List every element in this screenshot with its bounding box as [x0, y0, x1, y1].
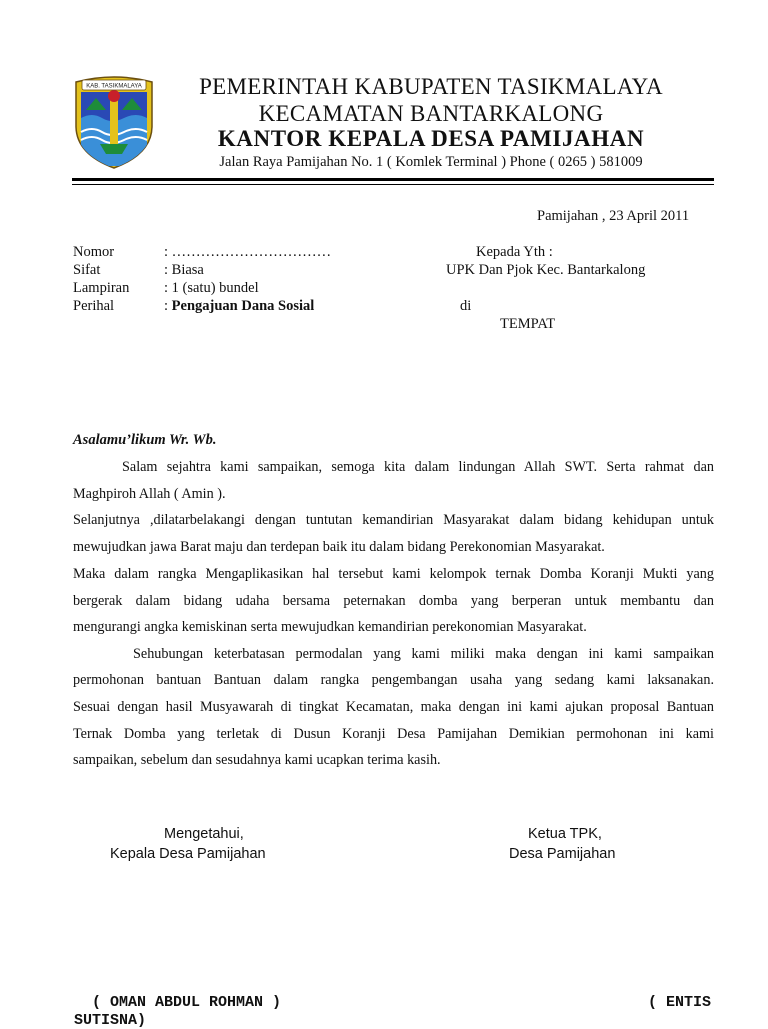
signature-right-name-continued: SUTISNA) — [74, 1012, 147, 1029]
signature-right-name: ( ENTIS — [648, 994, 712, 1011]
body-line: bergerak dalam bidang udaha bersama peternakan domba yang berperan untuk membantu dan — [73, 593, 714, 609]
letterhead-divider-thin — [72, 184, 714, 185]
meta-value-perihal — [164, 298, 314, 315]
body-line: Sesuai dengan hasil Musyawarah di tingkat Kecamatan, maka dengan ini kami ajukan proposal Bantuan — [73, 699, 714, 715]
signature-left-name: ( OMAN ABDUL ROHMAN ) — [92, 994, 282, 1011]
body-line: Selanjutnya ,dilatarbelakangi dengan tuntutan kemandirian Masyarakat dalam bidang kehidupan untuk — [73, 512, 714, 528]
signature-right-title: Ketua TPK, — [528, 826, 602, 842]
body-line: Maka dalam rangka Mengaplikasikan hal tersebut kami kelompok ternak Domba Koranji Mukti yang — [73, 566, 714, 582]
meta-label-lampiran: Lampiran — [73, 280, 130, 296]
body-line: Ternak Domba yang terletak di Dusun Koranji Desa Pamijahan Demikian permohonan ini kami — [73, 726, 714, 742]
recipient-di: di — [460, 298, 472, 314]
meta-label-sifat: Sifat — [73, 262, 101, 278]
recipient-tempat: TEMPAT — [500, 316, 556, 332]
salutation: Asalamu’likum Wr. Wb. — [73, 432, 217, 448]
letterhead-government-line: PEMERINTAH KABUPATEN TASIKMALAYA — [199, 74, 663, 99]
meta-label-nomor: Nomor — [73, 244, 115, 260]
body-line: Maghpiroh Allah ( Amin ). — [73, 486, 226, 502]
body-line: Salam sejahtra kami sampaikan, semoga kita dalam lindungan Allah SWT. Serta rahmat dan — [122, 459, 714, 475]
meta-value-sifat: : Biasa — [164, 262, 204, 278]
recipient-name: UPK Dan Pjok Kec. Bantarkalong — [446, 262, 646, 278]
meta-value-nomor: : …………………………… — [164, 244, 332, 260]
signature-right-role: Desa Pamijahan — [509, 846, 616, 862]
body-line: sampaikan, sebelum dan sesudahnya kami ucapkan terima kasih. — [73, 752, 441, 768]
body-line: mengurangi angka kemiskinan serta mewujudkan kemandirian perekonomian Masyarakat. — [73, 619, 587, 635]
meta-value-lampiran: : 1 (satu) bundel — [164, 280, 259, 296]
letterhead-divider-thick — [72, 178, 714, 181]
letterhead-address: Jalan Raya Pamijahan No. 1 ( Komlek Terminal ) Phone ( 0265 ) 581009 — [219, 154, 643, 170]
signature-left-title: Mengetahui, — [164, 826, 244, 842]
regency-emblem-logo — [72, 74, 156, 170]
meta-label-perihal: Perihal — [73, 298, 115, 314]
meta-value-perihal-subject: Pengajuan Dana Sosial — [171, 298, 315, 314]
meta-value-perihal-prefix: : — [164, 298, 172, 314]
body-line: permohonan bantuan Bantuan dalam rangka pengembangan usaha yang sedang kami laksanakan. — [73, 672, 714, 688]
letterhead-office-line: KANTOR KEPALA DESA PAMIJAHAN — [217, 126, 645, 151]
logo-banner-text: KAB. TASIKMALAYA — [86, 83, 142, 90]
letterhead-district-line: KECAMATAN BANTARKALONG — [258, 101, 604, 126]
body-line: mewujudkan jawa Barat maju dan terdepan baik itu dalam bidang Perekonomian Masyarakat. — [73, 539, 605, 555]
letter-date: Pamijahan , 23 April 2011 — [537, 208, 690, 224]
recipient-kepada: Kepada Yth : — [476, 244, 553, 260]
body-line: Sehubungan keterbatasan permodalan yang kami miliki maka dengan ini kami sampaikan — [133, 646, 714, 662]
signature-left-role: Kepala Desa Pamijahan — [110, 846, 266, 862]
